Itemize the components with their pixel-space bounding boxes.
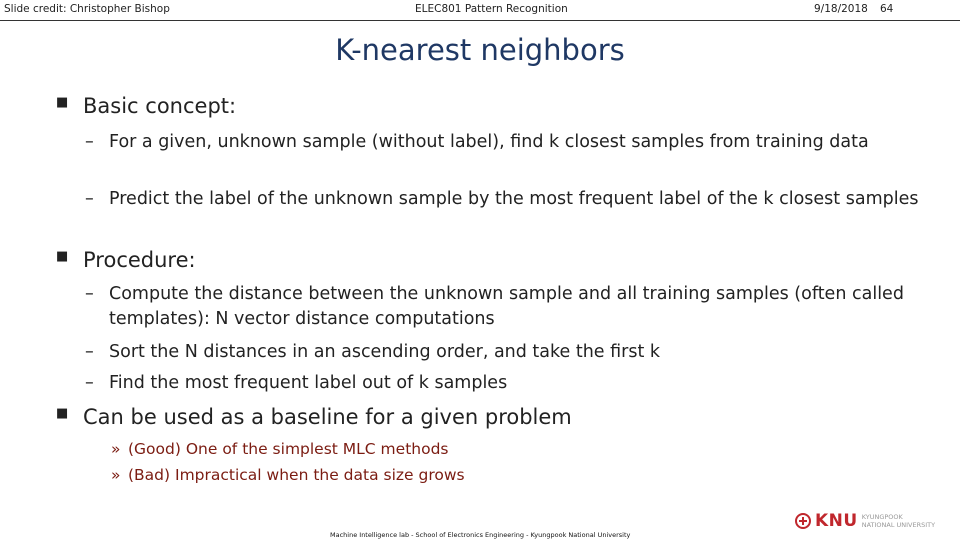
dash-bullet-icon: – — [85, 284, 94, 304]
list-item — [85, 282, 909, 332]
item-text: Compute the distance between the unknown sample and all training samples (often called templates): N vector distance computations — [109, 284, 904, 329]
university-logo — [794, 511, 935, 531]
list-item — [85, 130, 939, 155]
slide-credit: Slide credit: Christopher Bishop — [4, 3, 170, 15]
course-name: ELEC801 Pattern Recognition — [415, 3, 568, 15]
page-number: 64 — [880, 3, 894, 15]
dash-bullet-icon: – — [85, 342, 94, 362]
heading-text: Procedure: — [83, 248, 196, 272]
list-item — [85, 340, 929, 365]
footer-text: Machine Intelligence lab - School of Electronics Engineering - Kyungpook National University — [330, 531, 631, 539]
list-item — [85, 371, 929, 396]
slide-date: 9/18/2018 — [814, 3, 868, 15]
item-text: For a given, unknown sample (without label), find k closest samples from training data — [109, 132, 869, 152]
heading-text: Can be used as a baseline for a given problem — [83, 405, 572, 429]
slide-title: K-nearest neighbors — [335, 33, 625, 67]
dash-bullet-icon: – — [85, 373, 94, 393]
dash-bullet-icon: – — [85, 132, 94, 152]
emblem-icon — [794, 512, 812, 530]
subitem-text: (Good) One of the simplest MLC methods — [128, 440, 449, 458]
sub-list-item — [111, 440, 449, 458]
logo-wordmark: KNU — [815, 511, 858, 531]
item-text: Sort the N distances in an ascending order, and take the first k — [109, 342, 661, 362]
chevron-bullet-icon: » — [111, 466, 121, 484]
sub-list-item — [111, 466, 465, 484]
header-divider — [0, 20, 960, 21]
square-bullet-icon: ■ — [56, 95, 69, 110]
square-bullet-icon: ■ — [56, 249, 69, 264]
list-item — [85, 187, 939, 212]
square-bullet-icon: ■ — [56, 406, 69, 421]
chevron-bullet-icon: » — [111, 440, 121, 458]
heading-text: Basic concept: — [83, 94, 237, 118]
section-heading-basic-concept — [56, 94, 237, 118]
logo-subtext — [862, 513, 935, 529]
dash-bullet-icon: – — [85, 189, 94, 209]
section-heading-procedure — [56, 248, 196, 272]
logo-subtext-line2: NATIONAL UNIVERSITY — [861, 521, 936, 529]
logo-subtext-line1: KYUNGPOOK — [861, 513, 903, 521]
item-text: Find the most frequent label out of k samples — [109, 373, 508, 393]
subitem-text: (Bad) Impractical when the data size grows — [128, 466, 465, 484]
item-text: Predict the label of the unknown sample by the most frequent label of the k closest samples — [109, 189, 919, 209]
section-heading-baseline — [56, 405, 572, 429]
